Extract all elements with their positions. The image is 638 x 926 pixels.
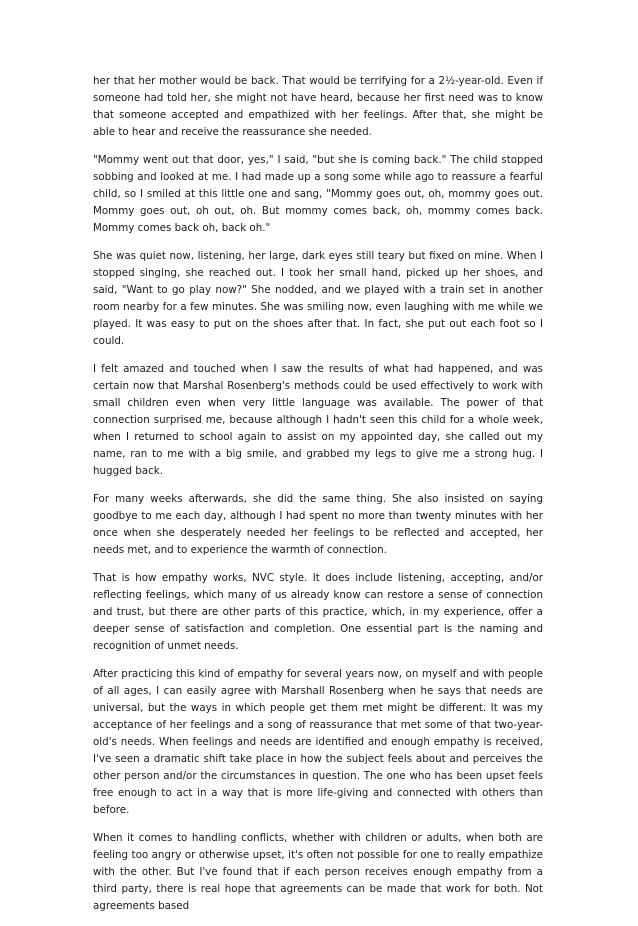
paragraph-7: After practicing this kind of empathy for several years now, on myself and with people of all ages, I can easily agree with Marshall Rosenberg when he says that needs are universal, but the ways in which people get them met might be different. It was my acceptance of her feelings and a song of reassurance that met some of that two-year-old's needs. When feelings and needs are identified and enough empathy is received, I've seen a dramatic shift take place in how the subject feels about and perceives the other person and/or the circumstances in question. The one who has been upset feels free enough to act in a way that is more life-giving and connected with others than before. [93,668,543,816]
paragraph-1: her that her mother would be back. That would be terrifying for a 2½-year-old. Even if someone had told her, she might not have heard, because her first need was to know that someone accepted and empathized with her feelings. After that, she might be able to hear and receive the reassurance she needed. [93,75,543,138]
paragraph-4: I felt amazed and touched when I saw the results of what had happened, and was certain now that Marshal Rosenberg's methods could be used effectively to work with small children even when very little language was available. The power of that connection surprised me, because although I hadn't seen this child for a whole week, when I returned to school again to assist on my appointed day, she called out my name, ran to me with a big smile, and grabbed my legs to give me a strong hug. I hugged back. [93,363,543,477]
paragraph-5: For many weeks afterwards, she did the same thing. She also insisted on saying goodbye to me each day, although I had spent no more than twenty minutes with her once when she desperately needed her feelings to be reflected and accepted, her needs met, and to experience the warmth of connection. [93,493,543,556]
paragraph-6: That is how empathy works, NVC style. It does include listening, accepting, and/or reflecting feelings, which many of us already know can restore a sense of connection and trust, but there are other parts of this practice, which, in my experience, offer a deeper sense of satisfaction and completion. One essential part is the naming and recognition of unmet needs. [93,572,543,652]
document-page [93,73,543,926]
paragraph-8: When it comes to handling conflicts, whether with children or adults, when both are feeling too angry or otherwise upset, it's often not possible for one to really empathize with the other. But I've found that if each person receives enough empathy from a third party, there is real hope that agreements can be made that work for both. Not agreements based [93,832,543,912]
paragraph-3: She was quiet now, listening, her large, dark eyes still teary but fixed on mine. When I stopped singing, she reached out. I took her small hand, picked up her shoes, and said, "Want to go play now?" She nodded, and we played with a train set in another room nearby for a few minutes. She was smiling now, even laughing with me while we played. It was easy to put on the shoes after that. In fact, she put out each foot so I could. [93,250,543,347]
paragraph-2: "Mommy went out that door, yes," I said, "but she is coming back." The child stopped sobbing and looked at me. I had made up a song some while ago to reassure a fearful child, so I smiled at this little one and sang, "Mommy goes out, oh, mommy goes out. Mommy goes out, oh out, oh. But mommy comes back, oh, mommy comes back. Mommy comes back oh, back oh." [93,154,543,234]
